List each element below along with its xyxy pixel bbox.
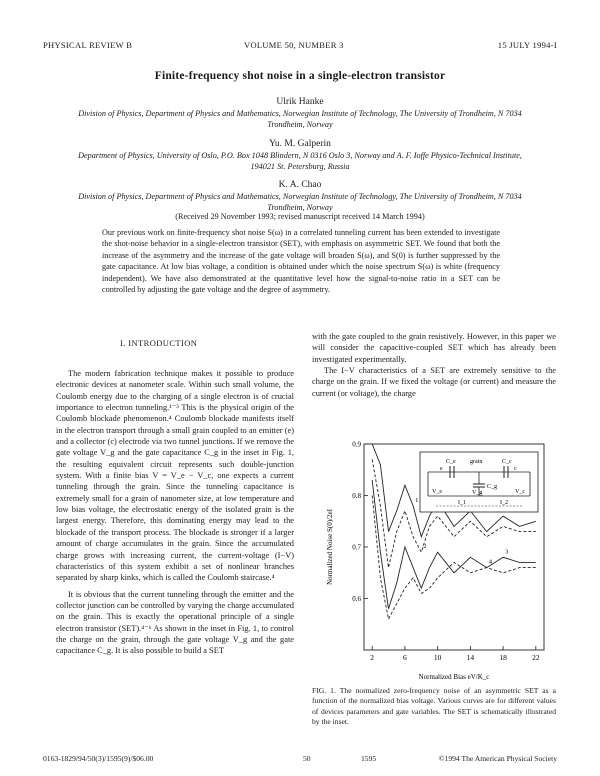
footer-volume: 50 [303, 754, 311, 763]
inset-label: V_e [432, 489, 442, 495]
author-name: K. A. Chao [278, 180, 322, 190]
y-axis-ticks [352, 441, 368, 604]
body-paragraph: The I−V characteristics of a SET are extremely sensitive to the charge on the grain. If we fixed the voltage (or current) and measure the current (or voltage), the charge [312, 366, 556, 398]
figure-1-chart [312, 396, 556, 682]
received-dates: (Received 29 November 1993; revised manuscript received 14 March 1994) [175, 212, 425, 221]
inset-label: C_c [502, 459, 512, 465]
inset-label: V_g [472, 490, 483, 496]
curve-label: 2 [423, 543, 427, 551]
left-column [56, 368, 294, 657]
y-tick-label: 0.9 [352, 440, 361, 449]
author-affiliation: Division of Physics, Department of Physics and Mathematics, Norwegian Institute of Technology, The University of Trondheim, N 7034 Trondheim, Norway [78, 192, 522, 212]
inset-label: C_g [487, 484, 498, 490]
y-axis-label: Normalized Noise S(0)/2eI [326, 509, 334, 585]
figure-caption: FIG. 1. The normalized zero-frequency noise of an asymmetric SET as a function of the normalized bias voltage. Various curves are for different values of devices parameters and gate variables. The SET is schematically illustrated by the inset. [312, 686, 556, 726]
inset-label: c [514, 466, 517, 472]
footer-copyright: ©1994 The American Physical Society [438, 754, 557, 763]
y-tick-label: 0.8 [352, 492, 361, 500]
author-name: Ulrik Hanke [276, 97, 324, 107]
y-tick-label: 0.7 [352, 543, 361, 552]
inset-label: I_1 [458, 500, 466, 506]
set-inset [420, 452, 538, 512]
volume-number: VOLUME 50, NUMBER 3 [244, 40, 344, 50]
x-tick-label: 22 [532, 653, 540, 662]
author-name: Yu. M. Galperin [269, 139, 331, 149]
x-axis-ticks [370, 646, 540, 662]
inset-label: e [440, 466, 443, 472]
inset-label: grain [470, 459, 483, 465]
right-column [312, 331, 556, 399]
curve-label: 4 [488, 558, 492, 566]
x-tick-label: 14 [466, 653, 475, 662]
body-paragraph: with the gate coupled to the grain resistively. However, in this paper we will consider the capacitive-coupled SET which has already been investigated experimentally. [312, 332, 556, 364]
x-tick-label: 18 [499, 653, 507, 662]
body-paragraph: The modern fabrication technique makes it possible to produce electronic devices at nanometer scale. Within such small volume, the Coulomb energy due to the charging of a single electron is of crucial importance to electron tunneling.¹⁻³ This is the physical origin of the Coulomb blockade phenomenon.⁴ Coulomb blockade manifests itself in the electron transport through a small grain coupled to an emitter (e) and a collector (c) electrode via two tunnel junctions. If we remove the gate voltage V_g and the gate capacitance C_g in the inset in Fig. 1, the resulting equivalent circuit represents such double-junction system. With a finite bias V = V_e − V_c, one expects a current tunneling through the grain. Since the tunneling capacitance is extremely small for a grain of nanometer size, at low temperature and low bias voltage, the electrostatic energy of the isolated grain is the largest energy. Therefore, this dominating energy may lead to the blockade of the transport process. The blockade is stronger if a larger amount of charge accumulates in the grain. Since the accumulated charge grows with increasing current, the current-voltage (I−V) characteristics of this system exhibit a set of nonlinear branches separated by sharp kinks, which is called the Coulomb staircase.⁴ [56, 369, 294, 583]
journal-name: PHYSICAL REVIEW B [43, 40, 133, 50]
x-tick-label: 6 [403, 653, 407, 662]
issue-date: 15 JULY 1994-I [497, 40, 557, 50]
x-tick-label: 2 [370, 653, 375, 662]
body-paragraph: It is obvious that the current tunneling through the emitter and the collector junction can be controlled by varying the charge accumulated on the grain. This is exactly the operational principle of a single electron transistor (SET).⁴⁻⁶ As shown in the inset in Fig. 1, to control the charge on the grain, through the gate voltage V_g and the gate capacitance C_g. It is also possible to build a SET [56, 589, 294, 656]
author-affiliation: Department of Physics, University of Oslo, P.O. Box 1048 Blindern, N 0316 Oslo 3, Norway and A. F. Ioffe Physico-Technical Institute, 194021 St. Petersburg, Russia [78, 151, 522, 171]
curve-label: 1 [415, 496, 419, 504]
abstract: Our previous work on finite-frequency shot noise S(ω) in a correlated tunneling current has been extended to investigate the shot-noise behavior in a single-electron transistor (SET), with emphasis on asymmetric SET. We found that both the increase of the asymmetry and the increase of the gate voltage will broaden S(ω), and S(0) is further suppressed by the gate capacitance. At low bias voltage, a condition is obtained under which the noise spectrum S(ω) is white (frequency independent). We have also demonstrated at the quantitative level how the signal-to-noise ratio in a SET can be controlled by adjusting the gate voltage and the degree of asymmetry. [102, 228, 500, 295]
curve-label: 3 [505, 548, 509, 556]
inset-label: C_e [446, 459, 456, 465]
x-tick-label: 10 [433, 653, 442, 662]
noise-curve-4 [372, 496, 536, 620]
paper-title: Finite-frequency shot noise in a single-electron transistor [154, 70, 446, 82]
footer-code: 0163-1829/94/50(3)/1595(9)/$06.00 [43, 754, 154, 763]
footer-page: 1595 [361, 754, 377, 763]
author-affiliation: Division of Physics, Department of Physics and Mathematics, Norwegian Institute of Technology, The University of Trondheim, N 7034 Trondheim, Norway [78, 109, 522, 129]
inset-label: V_c [515, 489, 525, 495]
section-heading: I. INTRODUCTION [120, 338, 198, 348]
y-tick-label: 0.6 [352, 595, 361, 603]
x-axis-label: Normalized Bias eV/K_c [418, 673, 490, 681]
inset-label: I_2 [500, 500, 508, 506]
